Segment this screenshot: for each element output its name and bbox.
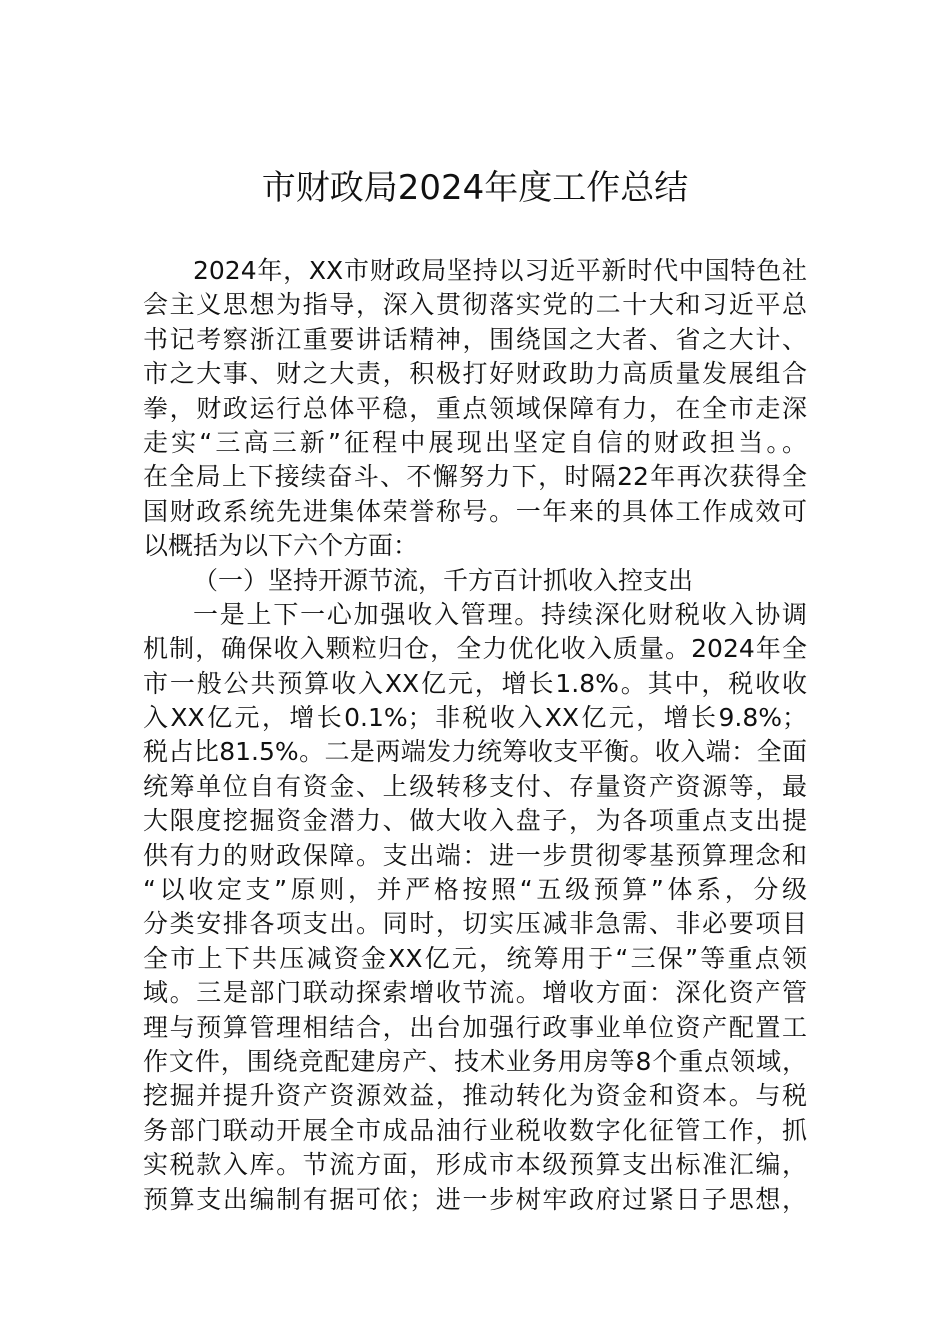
- paragraph-line: 机制，确保收入颗粒归仓，全力优化收入质量。2024年全: [143, 634, 807, 664]
- paragraph-line: 务部门联动开展全市成品油行业税收数字化征管工作，抓: [143, 1115, 807, 1145]
- paragraph-line: 一是上下一心加强收入管理。持续深化财税收入协调: [193, 599, 807, 629]
- paragraph-line: 全市上下共压减资金XX亿元，统筹用于“三保”等重点领: [143, 943, 807, 973]
- paragraph-line: 实税款入库。节流方面，形成市本级预算支出标准汇编，: [143, 1150, 807, 1180]
- paragraph-line: 市之大事、财之大责，积极打好财政助力高质量发展组合: [143, 359, 807, 389]
- paragraph-line: 书记考察浙江重要讲话精神，围绕国之大者、省之大计、: [143, 324, 807, 354]
- paragraph-line: 拳，财政运行总体平稳，重点领域保障有力，在全市走深: [143, 393, 807, 423]
- paragraph-line: 作文件，围绕竞配建房产、技术业务用房等8个重点领域，: [143, 1046, 807, 1076]
- paragraph-line: 2024年，XX市财政局坚持以习近平新时代中国特色社: [193, 256, 807, 285]
- paragraph-line: 国财政系统先进集体荣誉称号。一年来的具体工作成效可: [143, 496, 807, 526]
- paragraph-line: “以收定支”原则，并严格按照“五级预算”体系，分级: [143, 875, 807, 905]
- paragraph-line: 以概括为以下六个方面：: [143, 531, 419, 561]
- paragraph-line: 供有力的财政保障。支出端：进一步贯彻零基预算理念和: [143, 840, 807, 870]
- paragraph-line: 挖掘并提升资产资源效益，推动转化为资金和资本。与税: [143, 1081, 807, 1111]
- document-body: [143, 254, 807, 1217]
- paragraph-line: 预算支出编制有据可依；进一步树牢政府过紧日子思想，: [143, 1184, 807, 1214]
- paragraph-line: 大限度挖掘资金潜力、做大收入盘子，为各项重点支出提: [143, 806, 807, 836]
- paragraph-line: 会主义思想为指导，深入贯彻落实党的二十大和习近平总: [143, 290, 807, 320]
- paragraph-line: 市一般公共预算收入XX亿元，增长1.8%。其中，税收收: [143, 668, 807, 698]
- paragraph-line: 统筹单位自有资金、上级转移支付、存量资产资源等，最: [143, 771, 807, 801]
- paragraph-line: 分类安排各项支出。同时，切实压减非急需、非必要项目: [143, 909, 807, 939]
- paragraph-line: 在全局上下接续奋斗、不懈努力下，时隔22年再次获得全: [143, 462, 807, 492]
- document-title: 市财政局2024年度工作总结: [261, 168, 689, 208]
- paragraph-line: 理与预算管理相结合，出台加强行政事业单位资产配置工: [143, 1012, 807, 1042]
- section-heading: （一）坚持开源节流，千方百计抓收入控支出: [193, 565, 694, 595]
- paragraph-line: 入XX亿元，增长0.1%；非税收入XX亿元，增长9.8%；: [143, 703, 807, 733]
- paragraph-line: 域。三是部门联动探索增收节流。增收方面：深化资产管: [143, 978, 807, 1008]
- paragraph-line: 走实“三高三新”征程中展现出坚定自信的财政担当。。: [143, 427, 807, 457]
- paragraph-line: 税占比81.5%。二是两端发力统筹收支平衡。收入端：全面: [143, 737, 807, 767]
